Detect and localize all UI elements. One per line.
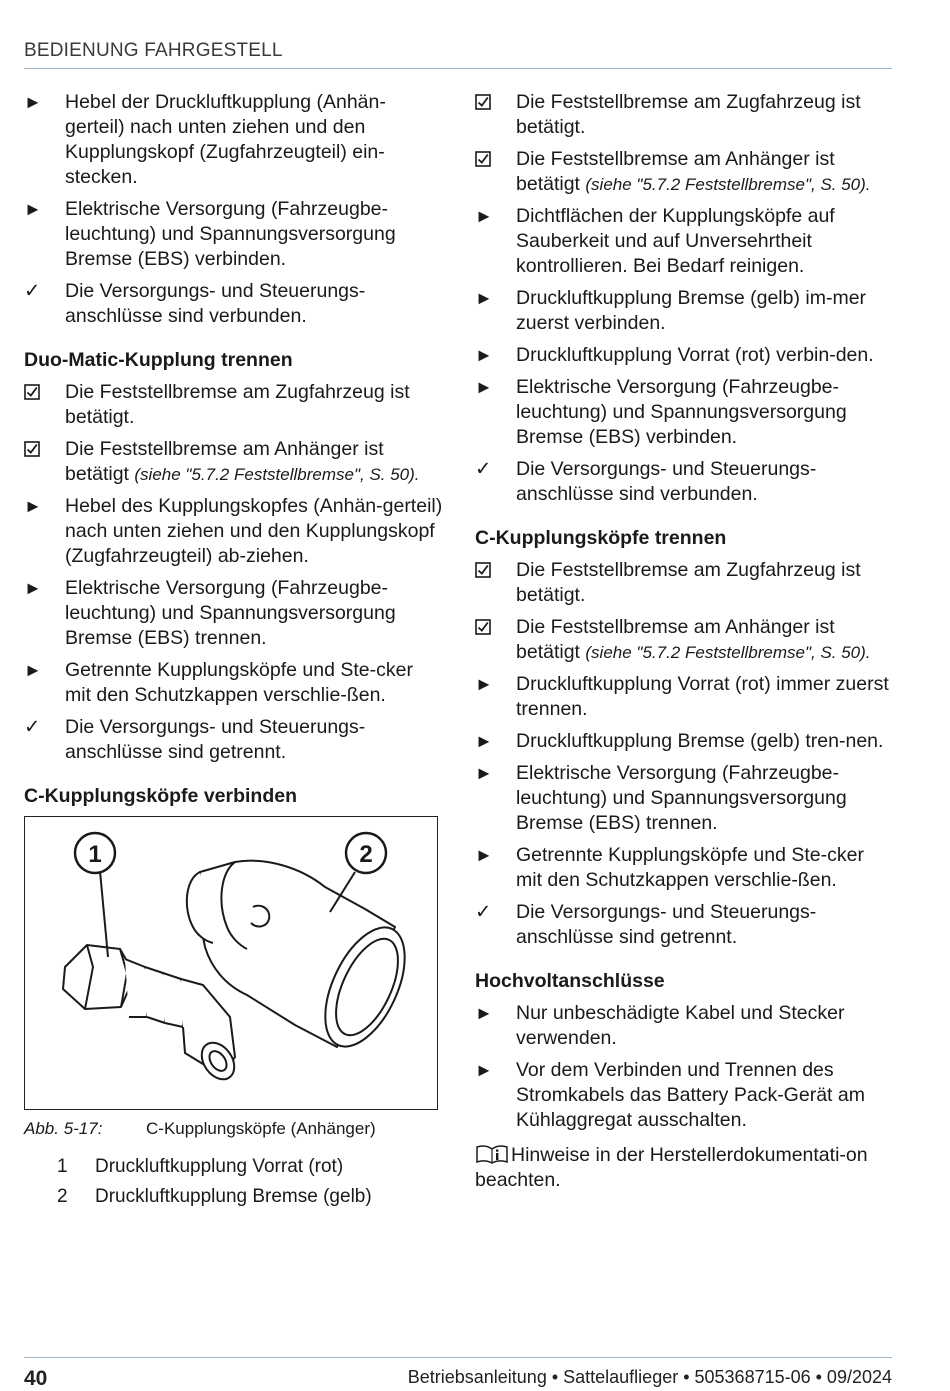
list-item xyxy=(475,147,895,197)
list-item xyxy=(24,658,444,708)
list-item-text: Druckluftkupplung Vorrat (rot) verbin-den. xyxy=(516,344,874,366)
list-item xyxy=(475,343,895,368)
callout-1-label: 1 xyxy=(88,841,102,868)
list-item-text: Elektrische Versorgung (Fahrzeugbe-leuchtung) und Spannungsversorgung Bremse (EBS) verbinden. xyxy=(516,376,847,448)
list-item-text: Nur unbeschädigte Kabel und Stecker verwenden. xyxy=(516,1002,845,1049)
list-item-text: Getrennte Kupplungsköpfe und Ste-cker mit den Schutzkappen verschlie-ßen. xyxy=(65,659,413,706)
list-item xyxy=(24,197,444,272)
list-item-text: Die Feststellbremse am Zugfahrzeug ist betätigt. xyxy=(65,381,410,428)
list-item-text: Die Versorgungs- und Steuerungs-anschlüsse sind verbunden. xyxy=(65,280,366,327)
right-list-c xyxy=(475,1001,895,1133)
left-list-b xyxy=(24,380,444,765)
result-check-icon: ✓ xyxy=(24,716,41,738)
action-arrow-icon: ► xyxy=(475,845,493,865)
list-item-text: Die Feststellbremse am Anhänger ist betätigt xyxy=(516,148,835,195)
list-item xyxy=(475,672,895,722)
heading-hochvoltanschluesse: Hochvoltanschlüsse xyxy=(475,970,665,992)
coupling-heads-illustration xyxy=(25,817,439,1111)
action-arrow-icon: ► xyxy=(475,1060,493,1080)
heading-duo-matic-trennen: Duo-Matic-Kupplung trennen xyxy=(24,349,293,371)
figure-caption-number: Abb. 5-17: xyxy=(24,1119,103,1138)
result-check-icon: ✓ xyxy=(24,280,41,302)
list-item-text: Die Versorgungs- und Steuerungs-anschlüsse sind getrennt. xyxy=(65,716,366,763)
list-item-text: Die Versorgungs- und Steuerungs-anschlüsse sind verbunden. xyxy=(516,458,817,505)
legend-text: Druckluftkupplung Bremse (gelb) xyxy=(95,1186,372,1207)
checkbox-checked-icon xyxy=(475,90,499,117)
action-arrow-icon: ► xyxy=(24,92,42,112)
heading-c-kupplung-verbinden: C-Kupplungsköpfe verbinden xyxy=(24,785,297,807)
cross-reference: (siehe "5.7.2 Feststellbremse", S. 50). xyxy=(585,175,871,194)
checkbox-checked-icon xyxy=(24,437,48,464)
action-arrow-icon: ► xyxy=(24,578,42,598)
list-item xyxy=(24,380,444,430)
list-item-text: Die Feststellbremse am Anhänger ist betätigt xyxy=(516,616,835,663)
book-info-icon xyxy=(475,1144,509,1164)
right-list-b xyxy=(475,558,895,950)
figure-caption xyxy=(24,1118,444,1140)
list-item-text: Getrennte Kupplungsköpfe und Ste-cker mit den Schutzkappen verschlie-ßen. xyxy=(516,844,864,891)
callout-2-label: 2 xyxy=(359,841,373,868)
document-info: Betriebsanleitung • Sattelauflieger • 505368715-06 • 09/2024 xyxy=(407,1367,892,1387)
list-item-text: Hebel des Kupplungskopfes (Anhän-gerteil) nach unten ziehen und den Kupplungskopf (Zugfahrzeugteil) ab-ziehen. xyxy=(65,495,443,567)
list-item-text: Dichtflächen der Kupplungsköpfe auf Sauberkeit und auf Unversehrtheit kontrollieren. Bei Bedarf reinigen. xyxy=(516,205,835,277)
list-item-text: Elektrische Versorgung (Fahrzeugbe-leuchtung) und Spannungsversorgung Bremse (EBS) verbinden. xyxy=(65,198,396,270)
checkbox-checked-icon xyxy=(475,147,499,174)
left-column xyxy=(24,90,444,1214)
list-item xyxy=(475,900,895,950)
action-arrow-icon: ► xyxy=(475,288,493,308)
legend-item xyxy=(24,1154,444,1179)
checkbox-checked-icon xyxy=(24,380,48,407)
list-item-text: Druckluftkupplung Bremse (gelb) im-mer zuerst verbinden. xyxy=(516,287,867,334)
action-arrow-icon: ► xyxy=(475,1003,493,1023)
action-arrow-icon: ► xyxy=(475,345,493,365)
action-arrow-icon: ► xyxy=(475,763,493,783)
list-item-text: Die Feststellbremse am Anhänger ist betätigt xyxy=(65,438,384,485)
checkbox-checked-icon xyxy=(475,615,499,642)
result-check-icon: ✓ xyxy=(475,458,492,480)
figure-legend xyxy=(24,1154,444,1209)
list-item-text: Die Versorgungs- und Steuerungs-anschlüsse sind getrennt. xyxy=(516,901,817,948)
list-item xyxy=(475,843,895,893)
cross-reference: (siehe "5.7.2 Feststellbremse", S. 50). xyxy=(134,465,420,484)
action-arrow-icon: ► xyxy=(24,660,42,680)
list-item-text: Vor dem Verbinden und Trennen des Stromkabels das Battery Pack-Gerät am Kühlaggregat ausschalten. xyxy=(516,1059,865,1131)
page-number: 40 xyxy=(24,1367,48,1390)
list-item-text: Hebel der Druckluftkupplung (Anhän-gerteil) nach unten ziehen und den Kupplungskopf (Zugfahrzeugteil) ein-stecken. xyxy=(65,91,386,188)
manufacturer-note-text: Hinweise in der Herstellerdokumentati-on beachten. xyxy=(475,1144,868,1191)
legend-text: Druckluftkupplung Vorrat (rot) xyxy=(95,1156,344,1177)
list-item xyxy=(475,375,895,450)
list-item-text: Elektrische Versorgung (Fahrzeugbe-leuchtung) und Spannungsversorgung Bremse (EBS) trennen. xyxy=(65,577,396,649)
action-arrow-icon: ► xyxy=(475,377,493,397)
list-item xyxy=(24,90,444,190)
list-item xyxy=(475,558,895,608)
list-item xyxy=(475,1058,895,1133)
list-item xyxy=(475,90,895,140)
left-list-a xyxy=(24,90,444,329)
action-arrow-icon: ► xyxy=(24,199,42,219)
heading-c-kupplung-trennen: C-Kupplungsköpfe trennen xyxy=(475,527,727,549)
page-header: BEDIENUNG FAHRGESTELL xyxy=(24,40,892,69)
list-item xyxy=(475,457,895,507)
page-footer xyxy=(24,1357,892,1390)
legend-number: 2 xyxy=(57,1186,68,1207)
list-item-text: Druckluftkupplung Bremse (gelb) tren-nen. xyxy=(516,730,884,752)
result-check-icon: ✓ xyxy=(475,901,492,923)
right-list-a xyxy=(475,90,895,507)
list-item xyxy=(24,715,444,765)
right-column xyxy=(475,90,895,1193)
action-arrow-icon: ► xyxy=(475,206,493,226)
figure-c-kupplungskoepfe xyxy=(24,816,438,1110)
action-arrow-icon: ► xyxy=(475,674,493,694)
list-item xyxy=(475,761,895,836)
list-item xyxy=(24,279,444,329)
list-item-text: Druckluftkupplung Vorrat (rot) immer zuerst trennen. xyxy=(516,673,889,720)
action-arrow-icon: ► xyxy=(24,496,42,516)
list-item xyxy=(475,729,895,754)
list-item xyxy=(24,437,444,487)
manufacturer-note xyxy=(475,1143,895,1193)
checkbox-checked-icon xyxy=(475,558,499,585)
list-item xyxy=(475,286,895,336)
figure-caption-text: C-Kupplungsköpfe (Anhänger) xyxy=(146,1119,376,1138)
cross-reference: (siehe "5.7.2 Feststellbremse", S. 50). xyxy=(585,643,871,662)
list-item xyxy=(475,615,895,665)
legend-item xyxy=(24,1184,444,1209)
legend-number: 1 xyxy=(57,1156,68,1177)
list-item-text: Die Feststellbremse am Zugfahrzeug ist betätigt. xyxy=(516,91,861,138)
list-item xyxy=(24,494,444,569)
list-item-text: Elektrische Versorgung (Fahrzeugbe-leuchtung) und Spannungsversorgung Bremse (EBS) trennen. xyxy=(516,762,847,834)
list-item xyxy=(475,1001,895,1051)
action-arrow-icon: ► xyxy=(475,731,493,751)
list-item-text: Die Feststellbremse am Zugfahrzeug ist betätigt. xyxy=(516,559,861,606)
list-item xyxy=(24,576,444,651)
list-item xyxy=(475,204,895,279)
